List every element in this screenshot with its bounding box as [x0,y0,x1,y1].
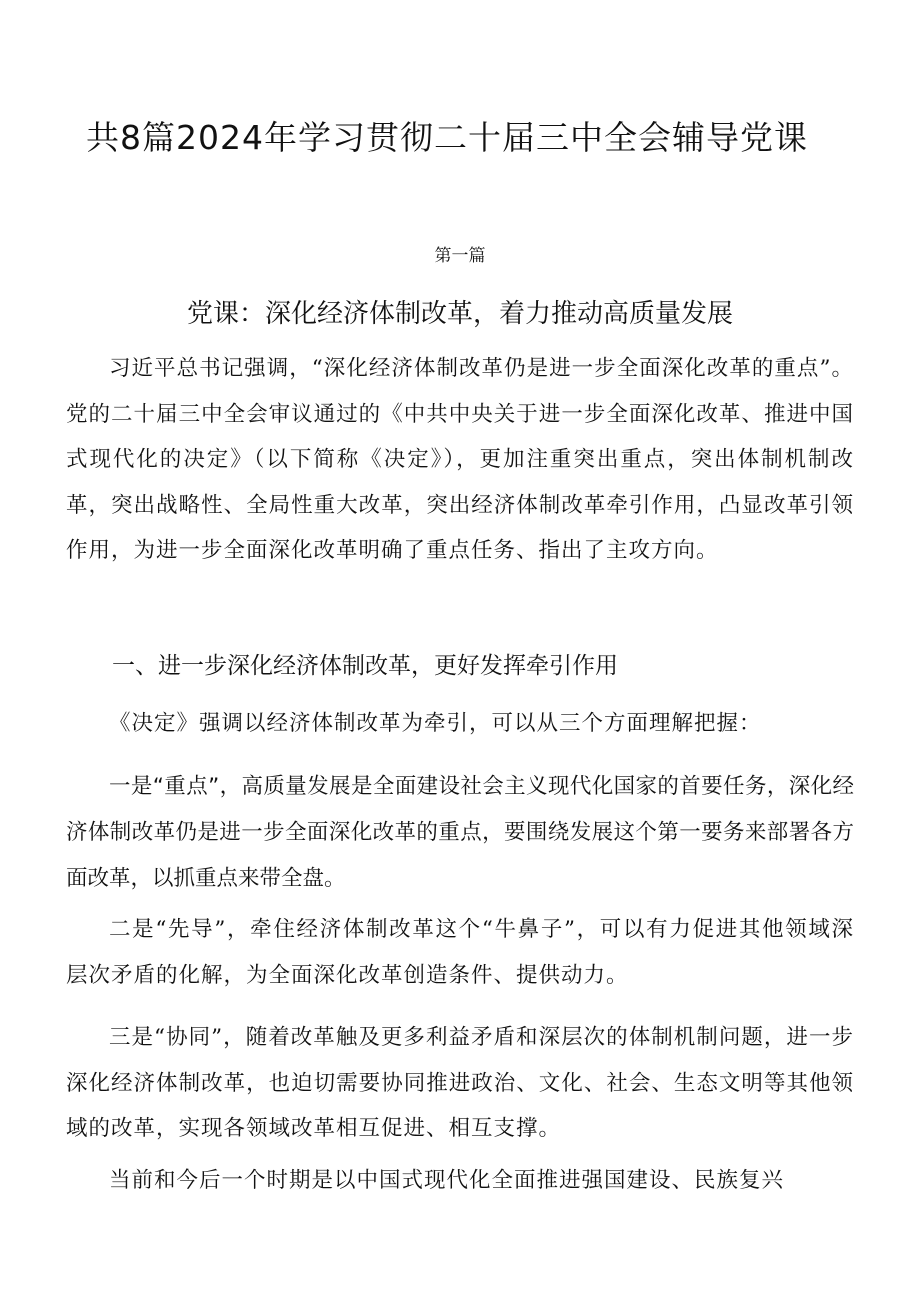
section-intro-paragraph: 《决定》强调以经济体制改革为牵引，可以从三个方面理解把握： [109,711,762,736]
part-label: 第一篇 [434,246,486,266]
section-heading: 一、进一步深化经济体制改革，更好发挥牵引作用 [112,653,618,679]
point-one-paragraph: 一是“重点”，高质量发展是全面建设社会主义现代化国家的首要任务，深化经济体制改革仍是进一步全面深化改革的重点，要围绕发展这个第一要务来部署各方面改革，以抓重点来带全盘。 [66,774,854,891]
article-title: 党课：深化经济体制改革，着力推动高质量发展 [186,299,733,329]
intro-paragraph: 习近平总书记强调，“深化经济体制改革仍是进一步全面深化改革的重点”。党的二十届三中全会审议通过的《中共中央关于进一步全面深化改革、推进中国式现代化的决定》（以下简称《决定》），更加注重突出重点，突出体制机制改革，突出战略性、全局性重大改革，突出经济体制改革牵引作用，凸显改革引领作用，为进一步全面深化改革明确了重点任务、指出了主攻方向。 [66,356,854,563]
closing-paragraph: 当前和今后一个时期是以中国式现代化全面推进强国建设、民族复兴 [109,1168,785,1193]
point-two-paragraph: 二是“先导”，牵住经济体制改革这个“牛鼻子”，可以有力促进其他领域深层次矛盾的化解，为全面深化改革创造条件、提供动力。 [66,917,854,988]
point-three-paragraph: 三是“协同”，随着改革触及更多利益矛盾和深层次的体制机制问题，进一步深化经济体制改革，也迫切需要协同推进政治、文化、社会、生态文明等其他领域的改革，实现各领域改革相互促进、相互支撑。 [66,1025,854,1141]
document-title: 共8篇2024年学习贯彻二十届三中全会辅导党课 [86,118,808,157]
